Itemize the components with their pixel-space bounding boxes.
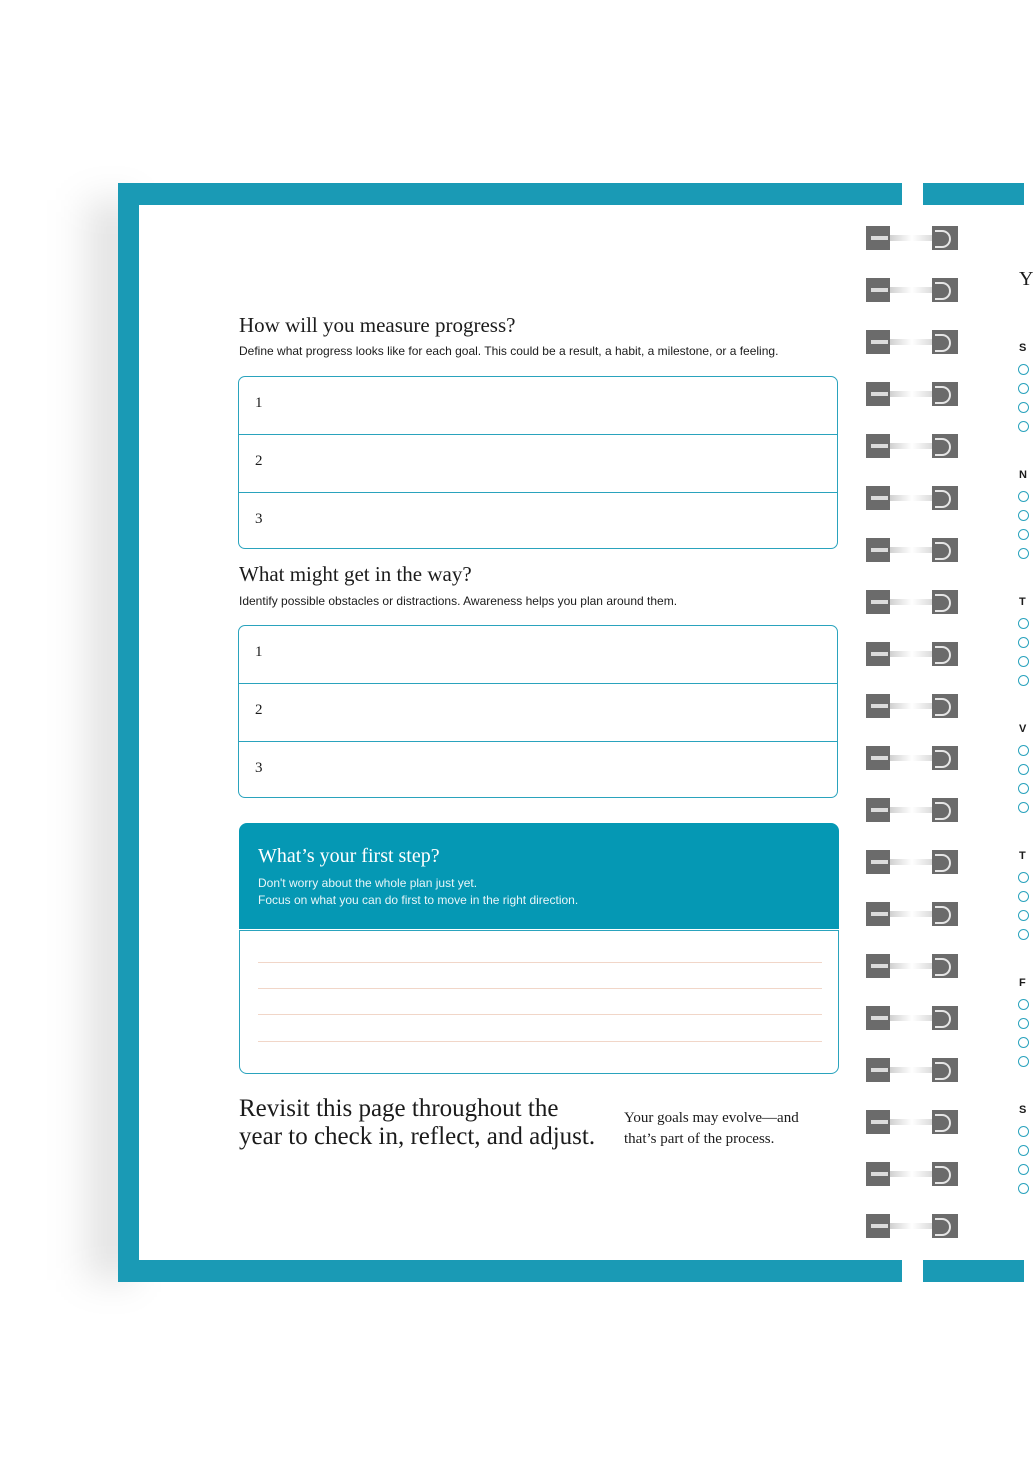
progress-description: Define what progress looks like for each goal. This could be a result, a habit, a milestone, or a feeling. [239, 344, 779, 358]
binding-ring [862, 746, 962, 770]
binding-ring [862, 642, 962, 666]
circle-checkbox-icon[interactable] [1018, 764, 1029, 775]
binding-ring [862, 902, 962, 926]
obstacles-row-2[interactable] [239, 684, 837, 742]
row-number: 1 [255, 395, 263, 411]
circle-checkbox-icon[interactable] [1018, 510, 1029, 521]
obstacles-description: Identify possible obstacles or distractions. Awareness helps you plan around them. [239, 594, 678, 608]
circle-checkbox-icon[interactable] [1018, 891, 1029, 902]
circle-checkbox-icon[interactable] [1018, 745, 1029, 756]
binding-ring [862, 382, 962, 406]
circle-checkbox-icon[interactable] [1018, 910, 1029, 921]
circle-checkbox-icon[interactable] [1018, 618, 1029, 629]
obstacles-row-1[interactable] [239, 626, 837, 684]
circle-checkbox-icon[interactable] [1018, 1164, 1029, 1175]
right-page-day-letter: T [1019, 850, 1026, 862]
row-number: 3 [255, 511, 263, 527]
right-page-content [1015, 260, 1035, 1210]
writing-line [258, 1014, 822, 1015]
right-page-day-letter: N [1019, 469, 1027, 481]
circle-checkbox-icon[interactable] [1018, 872, 1029, 883]
row-number: 3 [255, 760, 263, 776]
writing-line [258, 1041, 822, 1042]
binding-ring [862, 538, 962, 562]
circle-checkbox-icon[interactable] [1018, 383, 1029, 394]
binding-ring [862, 1162, 962, 1186]
circle-checkbox-icon[interactable] [1018, 783, 1029, 794]
right-page-day-letter: V [1019, 723, 1027, 735]
progress-title: How will you measure progress? [239, 313, 516, 337]
circle-checkbox-icon[interactable] [1018, 675, 1029, 686]
revisit-line-2: year to check in, reflect, and adjust. [239, 1123, 596, 1150]
revisit-statement [239, 1095, 595, 1151]
first-step-description [258, 875, 578, 909]
binding-ring [862, 434, 962, 458]
circle-checkbox-icon[interactable] [1018, 364, 1029, 375]
right-page-day-letter: T [1019, 596, 1026, 608]
evolve-note [624, 1108, 799, 1150]
binding-ring [862, 278, 962, 302]
circle-checkbox-icon[interactable] [1018, 548, 1029, 559]
first-step-title: What’s your first step? [258, 845, 440, 867]
circle-checkbox-icon[interactable] [1018, 929, 1029, 940]
writing-line [258, 962, 822, 963]
circle-checkbox-icon[interactable] [1018, 1037, 1029, 1048]
circle-checkbox-icon[interactable] [1018, 1126, 1029, 1137]
binding-ring [862, 486, 962, 510]
evolve-line-1: Your goals may evolve—and [624, 1110, 799, 1126]
progress-row-2[interactable] [239, 435, 837, 493]
row-number: 2 [255, 453, 263, 469]
right-page-day-letter: S [1019, 342, 1027, 354]
row-number: 1 [255, 644, 263, 660]
first-step-description-line-1: Don't worry about the whole plan just yet. [258, 876, 478, 890]
binding-ring [862, 1110, 962, 1134]
circle-checkbox-icon[interactable] [1018, 402, 1029, 413]
binding-ring [862, 1006, 962, 1030]
progress-row-1[interactable] [239, 377, 837, 435]
first-step-writing-area[interactable] [239, 930, 839, 1074]
binding-ring [862, 694, 962, 718]
binding-ring [862, 226, 962, 250]
binding-ring [862, 330, 962, 354]
first-step-header [239, 823, 839, 929]
circle-checkbox-icon[interactable] [1018, 421, 1029, 432]
progress-row-3[interactable] [239, 493, 837, 551]
obstacles-title: What might get in the way? [239, 562, 472, 586]
circle-checkbox-icon[interactable] [1018, 529, 1029, 540]
progress-answer-box [238, 376, 838, 549]
binding-ring [862, 954, 962, 978]
circle-checkbox-icon[interactable] [1018, 1145, 1029, 1156]
circle-checkbox-icon[interactable] [1018, 1183, 1029, 1194]
circle-checkbox-icon[interactable] [1018, 1056, 1029, 1067]
writing-line [258, 988, 822, 989]
binding-ring [862, 1058, 962, 1082]
binding-ring [862, 1214, 962, 1238]
binding-ring [862, 850, 962, 874]
revisit-line-1: Revisit this page throughout the [239, 1095, 559, 1122]
binding-ring [862, 798, 962, 822]
right-page-day-letter: S [1019, 1104, 1027, 1116]
circle-checkbox-icon[interactable] [1018, 802, 1029, 813]
obstacles-answer-box [238, 625, 838, 798]
obstacles-row-3[interactable] [239, 742, 837, 800]
right-page-day-letter: F [1019, 977, 1026, 989]
circle-checkbox-icon[interactable] [1018, 656, 1029, 667]
evolve-line-2: that’s part of the process. [624, 1131, 775, 1147]
row-number: 2 [255, 702, 263, 718]
first-step-description-line-2: Focus on what you can do first to move in the right direction. [258, 893, 579, 907]
circle-checkbox-icon[interactable] [1018, 999, 1029, 1010]
circle-checkbox-icon[interactable] [1018, 1018, 1029, 1029]
circle-checkbox-icon[interactable] [1018, 491, 1029, 502]
binding-ring [862, 590, 962, 614]
spiral-binding-icon [862, 226, 962, 1246]
circle-checkbox-icon[interactable] [1018, 637, 1029, 648]
right-page-heading: Y [1019, 268, 1034, 290]
